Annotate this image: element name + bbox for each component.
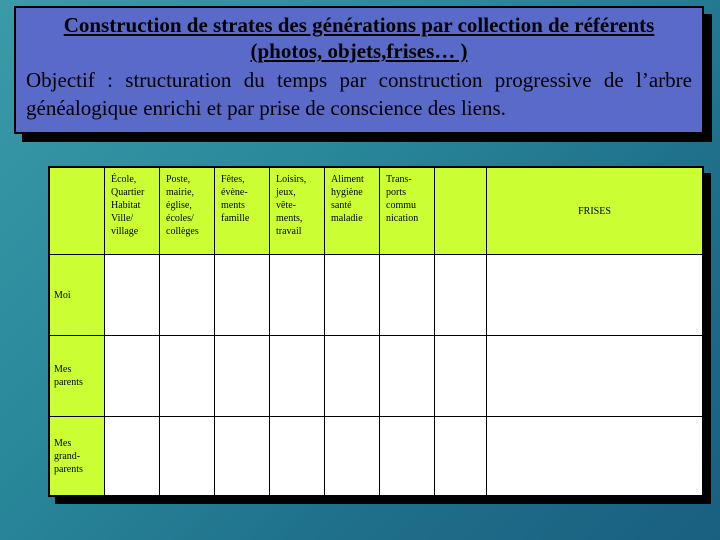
header-aliment: Aliment hygiène santé maladie — [324, 167, 380, 255]
header-ecole: École, Quartier Habitat Ville/ village — [104, 167, 160, 255]
table-cell — [214, 254, 270, 496]
table-corner-cell — [49, 167, 105, 255]
header-loisirs: Loisirs, jeux, vête- ments, travail — [269, 167, 325, 255]
header-fetes: Fêtes, évène- ments famille — [214, 167, 270, 255]
table-cell — [486, 254, 703, 496]
table-cell — [269, 254, 325, 496]
title-box — [14, 6, 704, 134]
objective-text: Objectif : structuration du temps par construction progressive de l’arbre généalogique enrichi et par prise de conscience des liens. — [26, 68, 692, 120]
table-cell — [434, 254, 487, 496]
row-divider — [104, 335, 703, 336]
table-cell — [379, 254, 435, 496]
generations-table — [48, 166, 704, 497]
row-label-moi: Moi — [49, 254, 105, 336]
table-cell — [324, 254, 380, 496]
header-poste: Poste, mairie, église, écoles/ collèges — [159, 167, 215, 255]
header-empty — [434, 167, 487, 255]
title-line-1: Construction de strates des générations par collection de référents — [63, 13, 655, 37]
row-label-parents: Mes parents — [49, 335, 105, 417]
header-frises: FRISES — [486, 167, 703, 255]
table-cell — [104, 254, 160, 496]
header-transports: Trans- ports commu nication — [379, 167, 435, 255]
row-divider — [104, 416, 703, 417]
row-label-grandparents: Mes grand- parents — [49, 416, 105, 496]
table-cell — [159, 254, 215, 496]
title-line-2: (photos, objets,frises… ) — [250, 39, 468, 63]
